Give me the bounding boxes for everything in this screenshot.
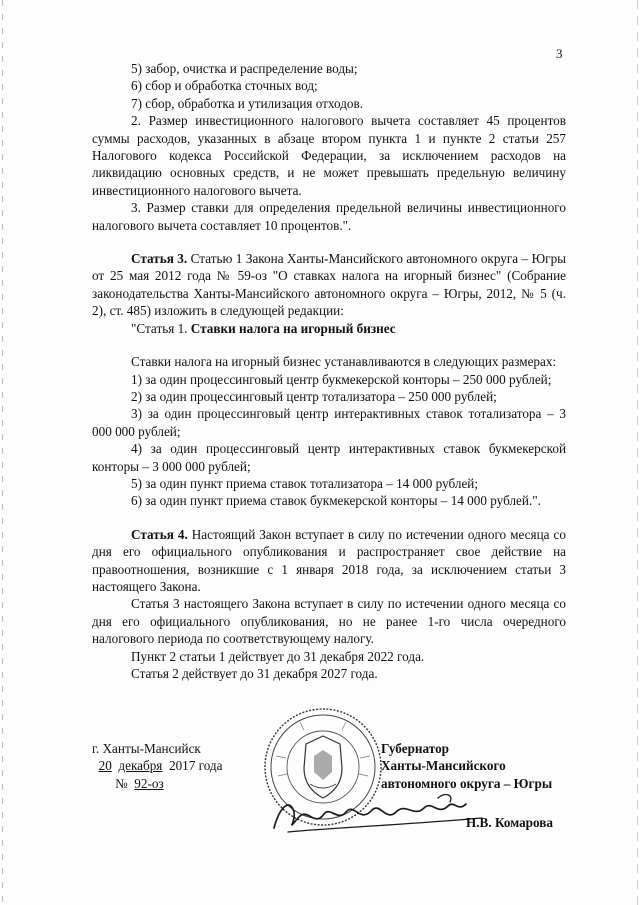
paragraph-3: 3. Размер ставки для определения предельной величины инвестиционного налогового вычета составляет 10 процентов.". [92,200,566,233]
handwritten-signature [268,788,498,840]
document-body [92,60,566,682]
rates-intro: Ставки налога на игорный бизнес устанавливаются в следующих размерах: [131,354,557,370]
article-3-text: Статью 1 Закона Ханты-Мансийского автономного округа – Югры от 25 мая 2012 года № 59-оз "О ставках налога на игорный бизнес" (Собрание законодательства Ханты-Мансийского автономного округа – Югры, 2012, № 5 (ч. 2), ст. 485) изложить в следующей редакции: [92,251,567,319]
list-item: 7) сбор, обработка и утилизация отходов. [131,95,364,111]
article-1-quote-title: "Статья 1. Ставки налога на игорный бизнес [131,320,396,336]
article-4-heading: Статья 4. [131,526,188,542]
scan-edge-right [637,0,638,905]
rate-item: 6) за один пункт приема ставок букмекерской конторы – 14 000 рублей.". [131,493,541,509]
place-date-block [92,740,272,792]
paragraph-2: 2. Размер инвестиционного налогового вычета составляет 45 процентов суммы расходов, указанных в абзаце втором пункта 1 и пункте 2 статьи 257 Налогового кодекса Российской Федерации, за исключением расходов на ликвидацию основных средств, и не может превышать предельную величину инвестиционного налогового вычета. [92,113,566,198]
signatory-name: Н.В. Комарова [466,815,553,830]
article-4-p3: Пункт 2 статьи 1 действует до 31 декабря 2022 года. [131,648,425,664]
article-3-heading: Статья 3. [131,251,188,267]
city: г. Ханты-Мансийск [92,741,201,756]
law-number: № 92-оз [115,775,164,791]
list-item: 6) сбор и обработка сточных вод; [131,78,318,94]
article-3-paragraph [92,250,566,320]
rate-item: 4) за один процессинговый центр интерактивных ставок букмекерской конторы – 3 000 000 рублей; [92,441,566,474]
signatory-position: Губернатор Ханты-Мансийского автономного округа – Югры [381,741,553,791]
list-item: 5) забор, очистка и распределение воды; [131,61,358,76]
article-4-p4: Статья 2 действует до 31 декабря 2027 года. [131,666,378,681]
scan-edge-left [2,0,3,905]
page-number: 3 [556,46,563,61]
rate-item: 2) за один процессинговый центр тотализатора – 250 000 рублей; [131,388,497,404]
rate-item: 3) за один процессинговый центр интерактивных ставок тотализатора – 3 000 000 рублей; [92,406,566,439]
rate-item: 1) за один процессинговый центр букмекерской конторы – 250 000 рублей; [131,371,552,387]
article-4-paragraph [92,526,566,596]
article-4-text: Настоящий Закон вступает в силу по истечении одного месяца со дня его официального опубликования и распространяет свое действие на правоотношения, возникшие с 1 января 2018 года, за исключением статьи 3 настоящего Закона. [92,526,566,594]
article-4-p2: Статья 3 настоящего Закона вступает в силу по истечении одного месяца со дня его официального опубликования, но не ранее 1-го числа очередного налогового периода по соответствующему налогу. [92,596,566,647]
rate-item: 5) за один пункт приема ставок тотализатора – 14 000 рублей; [131,475,479,491]
law-date: 20 декабря 2017 года [98,758,223,774]
